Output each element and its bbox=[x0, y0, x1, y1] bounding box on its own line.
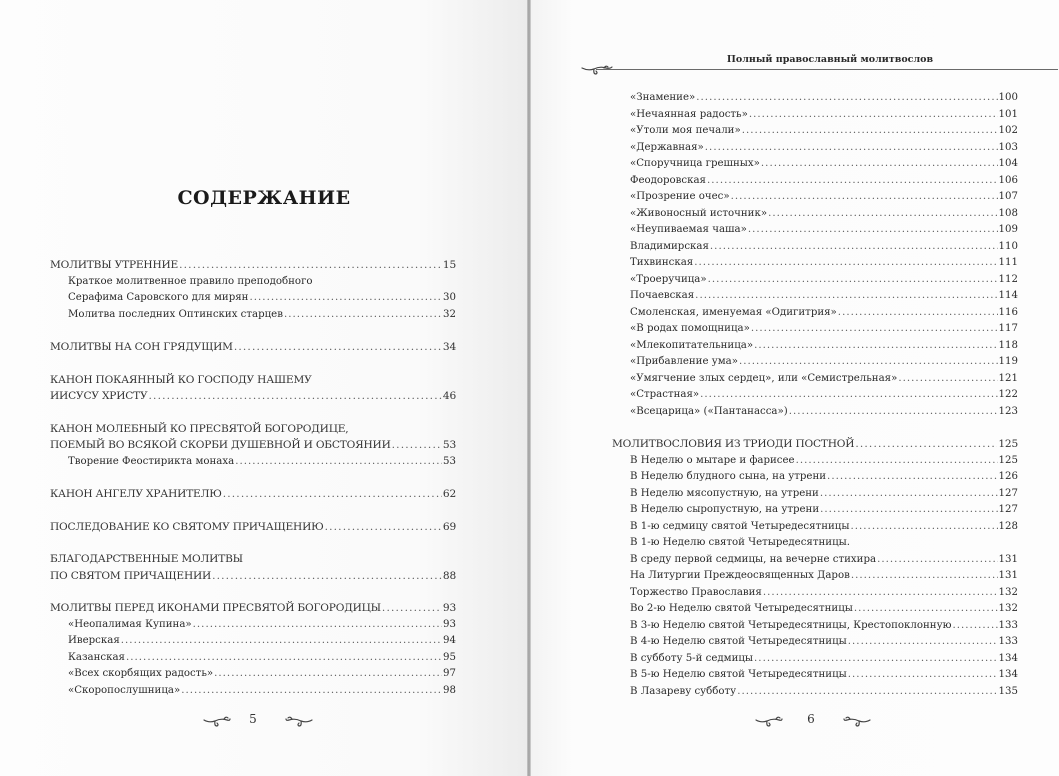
toc-entry-label: В 1-ю седмицу святой Четыредесятницы bbox=[630, 520, 850, 532]
book-gutter bbox=[527, 0, 531, 776]
running-head: Полный православный молитвослов bbox=[726, 54, 934, 65]
flourish-right-icon bbox=[285, 715, 313, 729]
dot-leader bbox=[179, 257, 442, 274]
toc-entry-label: КАНОН ПОКАЯННЫЙ КО ГОСПОДУ НАШЕМУ bbox=[50, 373, 312, 386]
toc-entry-label: Тихвинская bbox=[630, 257, 694, 268]
toc-entry[interactable] bbox=[50, 600, 456, 617]
toc-entry-label: В Неделю мясопустную, на утрени bbox=[630, 487, 819, 499]
toc-entry-page: 118 bbox=[998, 339, 1018, 351]
toc-entry-label: МОЛИТВЫ НА СОН ГРЯДУЩИМ bbox=[50, 341, 233, 353]
toc-entry[interactable] bbox=[612, 156, 1018, 173]
dot-leader bbox=[382, 600, 442, 617]
dot-leader bbox=[739, 354, 998, 371]
dot-leader bbox=[898, 371, 997, 388]
toc-entry-page: 126 bbox=[998, 471, 1018, 482]
toc-entry-page: 119 bbox=[998, 356, 1018, 367]
toc-entry-label: «Умягчение злых сердец», или «Семистрельная» bbox=[630, 372, 898, 384]
dot-leader bbox=[854, 601, 998, 618]
toc-entry-label: «Млекопитательница» bbox=[630, 339, 754, 351]
dot-leader bbox=[763, 585, 998, 602]
toc-entry-label: В Лазареву субботу bbox=[630, 685, 737, 697]
toc-entry-page: 132 bbox=[998, 586, 1018, 598]
toc-entry[interactable] bbox=[612, 453, 1018, 470]
toc-entry-label: ПО СВЯТОМ ПРИЧАЩЕНИИ bbox=[50, 569, 212, 582]
toc-entry-page: 121 bbox=[998, 372, 1018, 384]
dot-leader bbox=[877, 552, 997, 569]
toc-entry[interactable] bbox=[612, 387, 1018, 404]
dot-leader bbox=[761, 156, 998, 173]
dot-leader bbox=[284, 307, 442, 324]
toc-entry-page: 112 bbox=[998, 273, 1018, 285]
toc-left bbox=[50, 257, 456, 699]
dot-leader bbox=[838, 305, 998, 322]
toc-entry[interactable] bbox=[612, 601, 1018, 618]
flourish-right-icon bbox=[843, 715, 871, 729]
toc-entry[interactable] bbox=[50, 437, 456, 454]
toc-entry[interactable] bbox=[612, 338, 1018, 355]
toc-entry[interactable] bbox=[50, 454, 456, 471]
toc-entry[interactable] bbox=[50, 617, 456, 634]
dot-leader bbox=[850, 519, 997, 536]
toc-entry-page: 93 bbox=[442, 602, 456, 614]
dot-leader bbox=[754, 651, 998, 668]
toc-entry-label: Краткое молитвенное правило преподобного bbox=[68, 275, 313, 287]
toc-entry-page: 53 bbox=[443, 455, 456, 467]
toc-entry-page: 135 bbox=[998, 685, 1018, 697]
toc-entry-label: Смоленская, именуемая «Одигитрия» bbox=[630, 306, 837, 318]
toc-entry-label: В субботу 5-й седмицы bbox=[630, 652, 754, 664]
page-number-left: 5 bbox=[249, 712, 257, 726]
toc-entry-page: 132 bbox=[998, 603, 1018, 614]
toc-entry[interactable] bbox=[612, 288, 1018, 305]
dot-leader bbox=[710, 239, 998, 256]
flourish-left-icon bbox=[203, 715, 231, 729]
toc-entry-label: В среду первой седмицы, на вечерне стихира bbox=[630, 553, 877, 565]
dot-leader bbox=[820, 486, 998, 503]
toc-entry-label: КАНОН АНГЕЛУ ХРАНИТЕЛЮ bbox=[50, 488, 222, 500]
toc-entry-label: Владимирская bbox=[630, 240, 709, 252]
toc-entry-page: 34 bbox=[442, 341, 456, 353]
toc-entry-page: 133 bbox=[998, 636, 1018, 647]
toc-entry-page: 114 bbox=[998, 290, 1018, 301]
dot-leader bbox=[696, 90, 997, 107]
toc-entry[interactable] bbox=[50, 290, 456, 307]
toc-entry[interactable] bbox=[612, 90, 1018, 107]
toc-entry[interactable] bbox=[612, 272, 1018, 289]
toc-entry[interactable] bbox=[50, 633, 456, 650]
toc-entry[interactable] bbox=[612, 354, 1018, 371]
toc-entry[interactable] bbox=[612, 535, 1018, 552]
toc-entry[interactable] bbox=[612, 436, 1018, 453]
section-spacer bbox=[50, 503, 456, 519]
dot-leader bbox=[827, 469, 998, 486]
toc-entry-page: 134 bbox=[998, 669, 1018, 680]
toc-entry-label: «Скоропослушница» bbox=[68, 684, 181, 696]
toc-entry-page: 133 bbox=[998, 619, 1018, 631]
dot-leader bbox=[700, 387, 997, 404]
dot-leader bbox=[851, 568, 998, 585]
toc-entry-label: МОЛИТВЫ УТРЕННИЕ bbox=[50, 259, 179, 271]
toc-entry[interactable] bbox=[50, 568, 456, 585]
toc-right bbox=[612, 90, 1018, 700]
toc-entry[interactable] bbox=[612, 123, 1018, 140]
toc-entry[interactable] bbox=[50, 388, 456, 405]
toc-entry-label: Молитва последних Оптинских старцев bbox=[68, 308, 283, 320]
toc-entry-label: «Живоносный источник» bbox=[630, 207, 768, 219]
toc-entry[interactable] bbox=[50, 372, 456, 389]
dot-leader bbox=[694, 255, 997, 272]
dot-leader bbox=[126, 650, 442, 667]
toc-entry[interactable] bbox=[612, 404, 1018, 421]
toc-entry-label: В Неделю блудного сына, на утрени bbox=[630, 471, 827, 482]
toc-entry-label: Во 2-ю Неделю святой Четыредесятницы bbox=[630, 603, 853, 614]
dot-leader bbox=[234, 339, 442, 356]
section-spacer bbox=[50, 356, 456, 372]
toc-entry[interactable] bbox=[50, 519, 456, 536]
toc-entry-page: 103 bbox=[998, 141, 1018, 153]
dot-leader bbox=[181, 683, 442, 700]
dot-leader bbox=[705, 140, 998, 157]
toc-entry-page: 101 bbox=[998, 108, 1018, 120]
page-number-right: 6 bbox=[807, 712, 815, 726]
dot-leader bbox=[249, 290, 442, 307]
dot-leader bbox=[708, 272, 998, 289]
dot-leader bbox=[212, 568, 442, 585]
toc-entry-page: 93 bbox=[443, 618, 456, 630]
toc-entry-label: На Литургии Преждеосвященных Даров bbox=[630, 570, 850, 581]
dot-leader bbox=[223, 486, 442, 503]
toc-entry-label: «Всецарица» («Пантанасса») bbox=[630, 405, 788, 417]
toc-entry-label: Феодоровская bbox=[630, 174, 706, 186]
dot-leader bbox=[748, 222, 998, 239]
toc-entry[interactable] bbox=[612, 519, 1018, 536]
toc-entry-label: «В родах помощница» bbox=[630, 323, 750, 334]
header-rule bbox=[596, 69, 1058, 70]
toc-entry-page: 98 bbox=[443, 684, 456, 696]
toc-entry-label: В Неделю сыропустную, на утрени bbox=[630, 504, 820, 515]
dot-leader bbox=[149, 388, 442, 405]
toc-title: СОДЕРЖАНИЕ bbox=[177, 187, 351, 209]
toc-entry-page: 127 bbox=[998, 504, 1018, 515]
toc-entry-page: 88 bbox=[442, 569, 456, 582]
toc-entry-label: В 1-ю Неделю святой Четыредесятницы. bbox=[630, 537, 850, 548]
toc-entry[interactable] bbox=[50, 307, 456, 324]
toc-entry-page: 30 bbox=[443, 292, 456, 303]
toc-entry-page: 94 bbox=[443, 635, 456, 646]
toc-entry-page: 122 bbox=[998, 389, 1018, 400]
toc-entry-page: 15 bbox=[442, 259, 456, 271]
toc-entry-page: 95 bbox=[443, 651, 456, 663]
toc-entry-label: «Всех скорбящих радость» bbox=[68, 668, 214, 679]
toc-entry-label: «Споручница грешных» bbox=[630, 158, 760, 169]
toc-entry-label: КАНОН МОЛЕБНЫЙ КО ПРЕСВЯТОЙ БОГОРОДИЦЕ, bbox=[50, 422, 349, 435]
dot-leader bbox=[731, 189, 998, 206]
toc-entry-label: Творение Феостирикта монаха bbox=[68, 455, 235, 467]
toc-entry-label: «Страстная» bbox=[630, 389, 700, 400]
toc-entry-label: Почаевская bbox=[630, 290, 695, 301]
toc-entry[interactable] bbox=[612, 469, 1018, 486]
dot-leader bbox=[749, 107, 998, 124]
toc-entry-page: 123 bbox=[998, 405, 1018, 417]
toc-entry-label: ПОСЛЕДОВАНИЕ КО СВЯТОМУ ПРИЧАЩЕНИЮ bbox=[50, 520, 324, 533]
toc-entry-label: В 5-ю Неделю святой Четыредесятницы bbox=[630, 669, 847, 680]
toc-entry[interactable] bbox=[50, 683, 456, 700]
toc-entry[interactable] bbox=[612, 140, 1018, 157]
dot-leader bbox=[695, 288, 997, 305]
toc-entry-page: 134 bbox=[998, 652, 1018, 664]
toc-entry-label: «Знамение» bbox=[630, 92, 696, 103]
dot-leader bbox=[737, 684, 997, 701]
toc-entry[interactable] bbox=[50, 666, 456, 683]
toc-entry[interactable] bbox=[612, 239, 1018, 256]
dot-leader bbox=[848, 634, 998, 651]
toc-entry[interactable] bbox=[612, 502, 1018, 519]
toc-entry[interactable] bbox=[612, 255, 1018, 272]
flourish-left-icon bbox=[755, 715, 783, 729]
dot-leader bbox=[235, 454, 442, 471]
toc-entry[interactable] bbox=[612, 651, 1018, 668]
toc-entry-page: 104 bbox=[998, 158, 1018, 169]
toc-entry-label: МОЛИТВОСЛОВИЯ ИЗ ТРИОДИ ПОСТНОЙ bbox=[612, 438, 855, 450]
toc-entry[interactable] bbox=[612, 585, 1018, 602]
dot-leader bbox=[325, 519, 442, 536]
toc-entry-label: «Державная» bbox=[630, 141, 704, 153]
toc-entry-label: В 3-ю Неделю святой Четыредесятницы, Крестопоклонную bbox=[630, 619, 952, 631]
toc-entry[interactable] bbox=[50, 339, 456, 356]
section-spacer bbox=[612, 420, 1018, 436]
toc-entry-label: Серафима Саровского для мирян bbox=[68, 292, 249, 303]
toc-entry-page: 102 bbox=[998, 125, 1018, 136]
toc-entry[interactable] bbox=[612, 371, 1018, 388]
dot-leader bbox=[848, 667, 998, 684]
toc-entry[interactable] bbox=[612, 568, 1018, 585]
toc-entry-page: 62 bbox=[442, 488, 456, 500]
toc-entry[interactable] bbox=[612, 189, 1018, 206]
dot-leader bbox=[754, 338, 997, 355]
toc-entry-label: «Утоли моя печали» bbox=[630, 125, 741, 136]
toc-entry[interactable] bbox=[50, 274, 456, 291]
dot-leader bbox=[121, 633, 442, 650]
dot-leader bbox=[796, 453, 998, 470]
toc-entry[interactable] bbox=[612, 684, 1018, 701]
dot-leader bbox=[789, 404, 998, 421]
toc-entry[interactable] bbox=[612, 634, 1018, 651]
dot-leader bbox=[751, 321, 998, 338]
toc-entry[interactable] bbox=[612, 667, 1018, 684]
toc-entry[interactable] bbox=[612, 321, 1018, 338]
toc-entry-label: БЛАГОДАРСТВЕННЫЕ МОЛИТВЫ bbox=[50, 553, 243, 565]
toc-entry-label: Казанская bbox=[68, 651, 125, 663]
toc-entry-label: МОЛИТВЫ ПЕРЕД ИКОНАМИ ПРЕСВЯТОЙ БОГОРОДИЦЫ bbox=[50, 602, 381, 614]
dot-leader bbox=[855, 436, 997, 453]
toc-entry-label: ИИСУСУ ХРИСТУ bbox=[50, 390, 148, 402]
toc-entry[interactable] bbox=[612, 305, 1018, 322]
dot-leader bbox=[392, 437, 442, 454]
section-spacer bbox=[50, 405, 456, 421]
toc-entry[interactable] bbox=[50, 650, 456, 667]
toc-entry-page: 125 bbox=[998, 454, 1018, 466]
toc-entry-label: «Прибавление ума» bbox=[630, 356, 738, 367]
section-spacer bbox=[50, 323, 456, 339]
toc-entry-page: 100 bbox=[998, 92, 1018, 103]
toc-entry[interactable] bbox=[612, 206, 1018, 223]
toc-entry-page: 69 bbox=[442, 520, 456, 533]
toc-entry-page: 125 bbox=[998, 438, 1018, 450]
toc-entry-page: 111 bbox=[998, 257, 1018, 268]
toc-entry[interactable] bbox=[612, 552, 1018, 569]
toc-entry-page: 108 bbox=[998, 207, 1018, 219]
toc-entry-page: 106 bbox=[998, 174, 1018, 186]
toc-entry[interactable] bbox=[612, 173, 1018, 190]
toc-entry-label: Иверская bbox=[68, 635, 120, 646]
dot-leader bbox=[214, 666, 442, 683]
toc-entry[interactable] bbox=[50, 486, 456, 503]
toc-entry[interactable] bbox=[612, 486, 1018, 503]
header-flourish-icon bbox=[580, 62, 614, 78]
toc-entry-page: 109 bbox=[998, 224, 1018, 235]
toc-entry-label: В Неделю о мытаре и фарисее bbox=[630, 454, 795, 466]
toc-entry-label: В 4-ю Неделю святой Четыредесятницы bbox=[630, 636, 847, 647]
toc-entry-page: 32 bbox=[443, 308, 456, 320]
dot-leader bbox=[707, 173, 998, 190]
section-spacer bbox=[50, 584, 456, 600]
dot-leader bbox=[820, 502, 997, 519]
toc-entry-label: «Прозрение очес» bbox=[630, 191, 730, 202]
toc-entry[interactable] bbox=[612, 107, 1018, 124]
toc-entry[interactable] bbox=[612, 618, 1018, 635]
toc-entry-page: 97 bbox=[443, 668, 456, 679]
toc-entry-page: 107 bbox=[998, 191, 1018, 202]
dot-leader bbox=[952, 618, 997, 635]
toc-entry-label: «Неупиваемая чаша» bbox=[630, 224, 747, 235]
toc-entry[interactable] bbox=[50, 257, 456, 274]
toc-entry-label: «Нечаянная радость» bbox=[630, 108, 748, 120]
toc-entry-page: 128 bbox=[998, 520, 1018, 532]
toc-entry-label: Торжество Православия bbox=[630, 586, 762, 598]
toc-entry-page: 131 bbox=[998, 553, 1018, 565]
toc-entry-label: «Троеручица» bbox=[630, 273, 707, 285]
toc-entry-page: 127 bbox=[998, 487, 1018, 499]
dot-leader bbox=[768, 206, 997, 223]
dot-leader bbox=[742, 123, 998, 140]
toc-entry[interactable] bbox=[612, 222, 1018, 239]
toc-entry-page: 53 bbox=[442, 439, 456, 451]
toc-entry-label: ПОЕМЫЙ ВО ВСЯКОЙ СКОРБИ ДУШЕВНОЙ И ОБСТОЯНИИ bbox=[50, 439, 391, 451]
toc-entry-page: 116 bbox=[998, 306, 1018, 318]
toc-entry-page: 117 bbox=[998, 323, 1018, 334]
section-spacer bbox=[50, 470, 456, 486]
toc-entry-page: 46 bbox=[442, 390, 456, 402]
toc-entry[interactable] bbox=[50, 421, 456, 438]
toc-entry-label: «Неопалимая Купина» bbox=[68, 618, 192, 630]
dot-leader bbox=[193, 617, 442, 634]
section-spacer bbox=[50, 535, 456, 551]
toc-entry[interactable] bbox=[50, 551, 456, 568]
toc-entry-page: 131 bbox=[998, 570, 1018, 581]
toc-entry-page: 110 bbox=[998, 240, 1018, 252]
